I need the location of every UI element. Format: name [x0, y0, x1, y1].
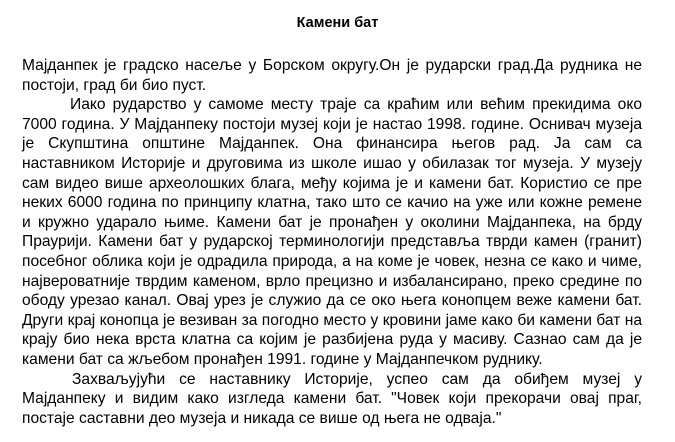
paragraph-intro: Мајданпек је градско насеље у Борском округу.Он је рударски град.Да рудника не постоји, град би био пуст. [22, 57, 642, 94]
document-title: Камени бат [296, 15, 379, 31]
paragraph-closing: Захваљујући се наставнику Историје, успео сам да обиђем музеј у Мајданпеку и видим како изгледа камени бат. "Човек који прекорачи овај праг, постаје саставни део музеја и никада се више од њега не одваја." [22, 370, 642, 427]
document-body [22, 56, 642, 428]
paragraph-museum: Иако рударство у самоме месту траје са краћим или већим прекидима око 7000 година. У Мајданпеку постоји музеј који је настао 1998. године. Оснивач музеја је Скупштина општине Мајданпек. Она финансира његов рад. Ја сам са наставником Историје и друговима из школе ишао у обилазак тог музеја. У музеју сам видео више археолошких блага, међу којима је и камени бат. Користио се пре неких 6000 година по принципу клатна, тако што се качио на уже или кожне ремене и кружно ударало њиме. Камени бат је пронађен у околини Мајданпека, на брду Праурији. Камени бат у рударској терминологији представља тврди камен (гранит) посебног облика који је одрадила природа, а на коме је човек, незна се како и чиме, највероватније тврдим каменом, врло прецизно и избалансирано, преко средине по ободу урезао канал. Овај урез је служио да се око њега конопцем веже камени бат. Други крај конопца је везиван за погодно место у кровини јаме како би камени бат на крају био нека врста клатна са којим је разбијена руда у масиву. Сазнао сам да је камени бат са жљебом пронађен 1991. године у Мајданпечком руднику. [22, 96, 642, 368]
